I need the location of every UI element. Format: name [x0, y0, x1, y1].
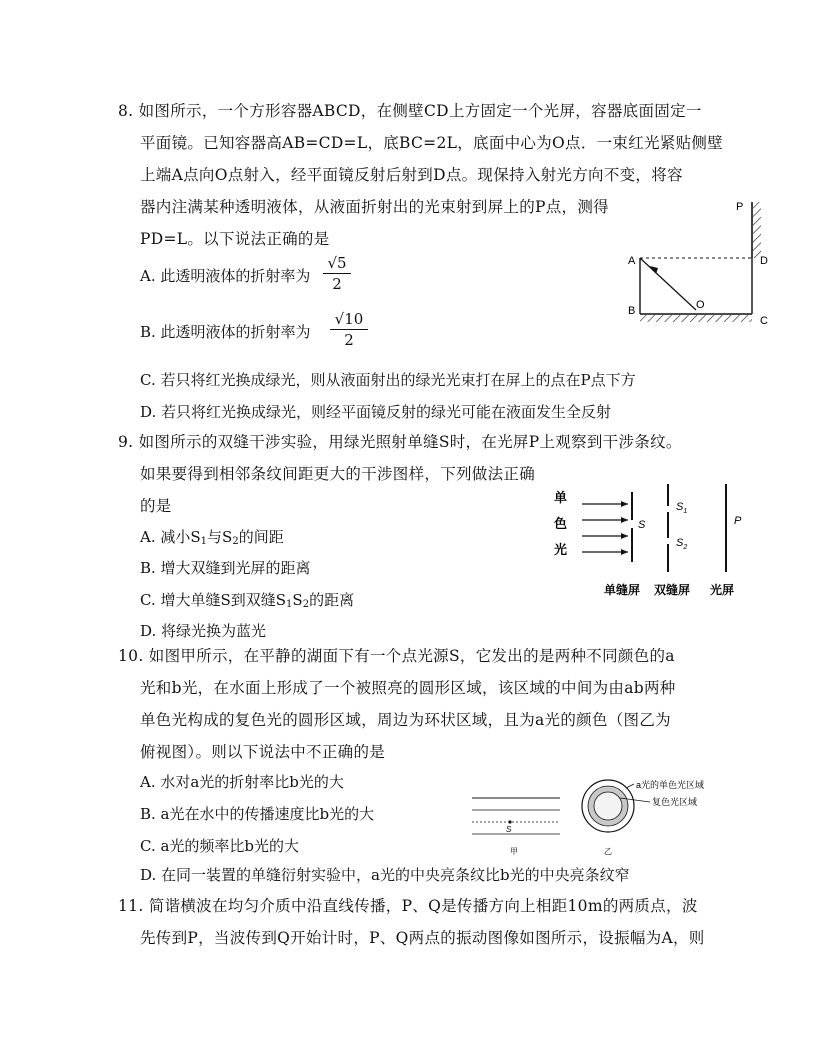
q8-label-p: P	[736, 201, 744, 213]
q9-label-p: P	[734, 515, 742, 527]
q9-light-label-3: 光	[554, 542, 568, 557]
q9-line-2: 如果要得到相邻条纹间距更大的干涉图样，下列做法正确	[140, 465, 536, 483]
q8-label-o: O	[696, 299, 705, 311]
q10-line-2: 光和b光，在水面上形成了一个被照亮的圆形区域，该区域的中间为由ab两种	[140, 679, 676, 697]
q9-light-label-2: 色	[554, 516, 568, 531]
q9-label-single-slit: 单缝屏	[604, 583, 641, 597]
q10-point-source	[508, 820, 511, 823]
q10-label-yi: 乙	[604, 847, 612, 856]
q10-option-b: B. a光在水中的传播速度比b光的大	[140, 805, 375, 823]
q9-label-s1: $S_1$	[676, 501, 688, 515]
q8-option-a: A. 此透明液体的折射率为	[140, 267, 311, 285]
q8-line-5: PD=L。以下说法正确的是	[140, 230, 330, 248]
q8-line-3: 上端A点向O点射入，经平面镜反射后射到D点。现保持入射光方向不变，将容	[140, 166, 683, 184]
q9-option-c: C. 增大单缝S到双缝$S_1S_2$的距离	[140, 591, 355, 610]
q10-label-inner: 复色光区域	[652, 797, 698, 807]
q8-label-d: D	[760, 255, 768, 267]
q9-label-s2: $S_2$	[676, 537, 688, 551]
q10-option-c: C. a光的频率比b光的大	[140, 837, 300, 855]
q8-line-1: 8. 如图所示，一个方形容器ABCD，在侧壁CD上方固定一个光屏，容器底面固定一	[118, 102, 702, 120]
q10-option-d: D. 在同一装置的单缝衍射实验中，a光的中央亮条纹比b光的中央亮条纹窄	[140, 866, 630, 884]
q9-option-b: B. 增大双缝到光屏的距离	[140, 559, 311, 577]
q8-option-a-denominator: 2	[332, 275, 342, 293]
q8-label-a: A	[628, 255, 636, 267]
q10-line-3: 单色光构成的复色光的圆形区域，周边为环状区域，且为a光的颜色（图乙为	[140, 711, 671, 729]
q10-label-jia: 甲	[510, 847, 518, 856]
q8-light-ray	[640, 258, 696, 310]
q8-label-b: B	[628, 305, 636, 317]
q10-label-outer: a光的单色光区域	[636, 780, 705, 790]
q10-lake-diagram	[462, 770, 732, 860]
q8-option-b-numerator: √10	[334, 310, 364, 328]
q8-option-d: D. 若只将红光换成绿光，则经平面镜反射的绿光可能在液面发生全反射	[140, 403, 612, 421]
q10-line-1: 10. 如图甲所示，在平静的湖面下有一个点光源S，它发出的是两种不同颜色的a	[118, 647, 675, 665]
q11-line-2: 先传到P，当波传到Q开始计时，P、Q两点的振动图像如图所示，设振幅为A，则	[140, 929, 705, 947]
q9-line-3: 的是	[140, 497, 172, 515]
q8-label-c: C	[760, 315, 768, 327]
q8-option-a-fraction	[323, 254, 351, 293]
q9-label-s: S	[638, 519, 646, 531]
q8-option-c: C. 若只将红光换成绿光，则从液面射出的绿光光束打在屏上的点在P点下方	[140, 371, 636, 389]
q10-line-4: 俯视图）。则以下说法中不正确的是	[140, 743, 386, 761]
q8-line-4: 器内注满某种透明液体，从液面折射出的光束射到屏上的P点，测得	[140, 198, 609, 216]
q8-option-b: B. 此透明液体的折射率为	[140, 323, 311, 341]
q8-container-diagram	[612, 196, 780, 336]
q9-label-double-slit: 双缝屏	[654, 583, 691, 597]
q9-option-d: D. 将绿光换为蓝光	[140, 622, 267, 640]
q9-light-label-1: 单	[554, 490, 568, 505]
q8-option-b-fraction	[330, 310, 368, 349]
q10-label-s: S	[506, 825, 512, 834]
q8-option-a-numerator: √5	[327, 254, 347, 272]
q9-label-screen: 光屏	[710, 583, 735, 597]
q8-line-2: 平面镜。已知容器高AB=CD=L，底BC=2L，底面中心为O点．一束红光紧贴侧壁	[140, 134, 724, 152]
q9-double-slit-diagram	[548, 480, 764, 602]
q10-option-a: A. 水对a光的折射率比b光的大	[140, 773, 344, 791]
q8-option-b-denominator: 2	[344, 331, 354, 349]
q9-option-a: A. 减小$S_1$与$S_2$的间距	[140, 528, 284, 547]
q10-inner-circle	[594, 792, 622, 820]
q11-line-1: 11. 简谐横波在均匀介质中沿直线传播，P、Q是传播方向上相距10m的两质点，波	[118, 897, 698, 915]
q9-line-1: 9. 如图所示的双缝干涉实验，用绿光照射单缝S时，在光屏P上观察到干涉条纹。	[118, 433, 682, 451]
